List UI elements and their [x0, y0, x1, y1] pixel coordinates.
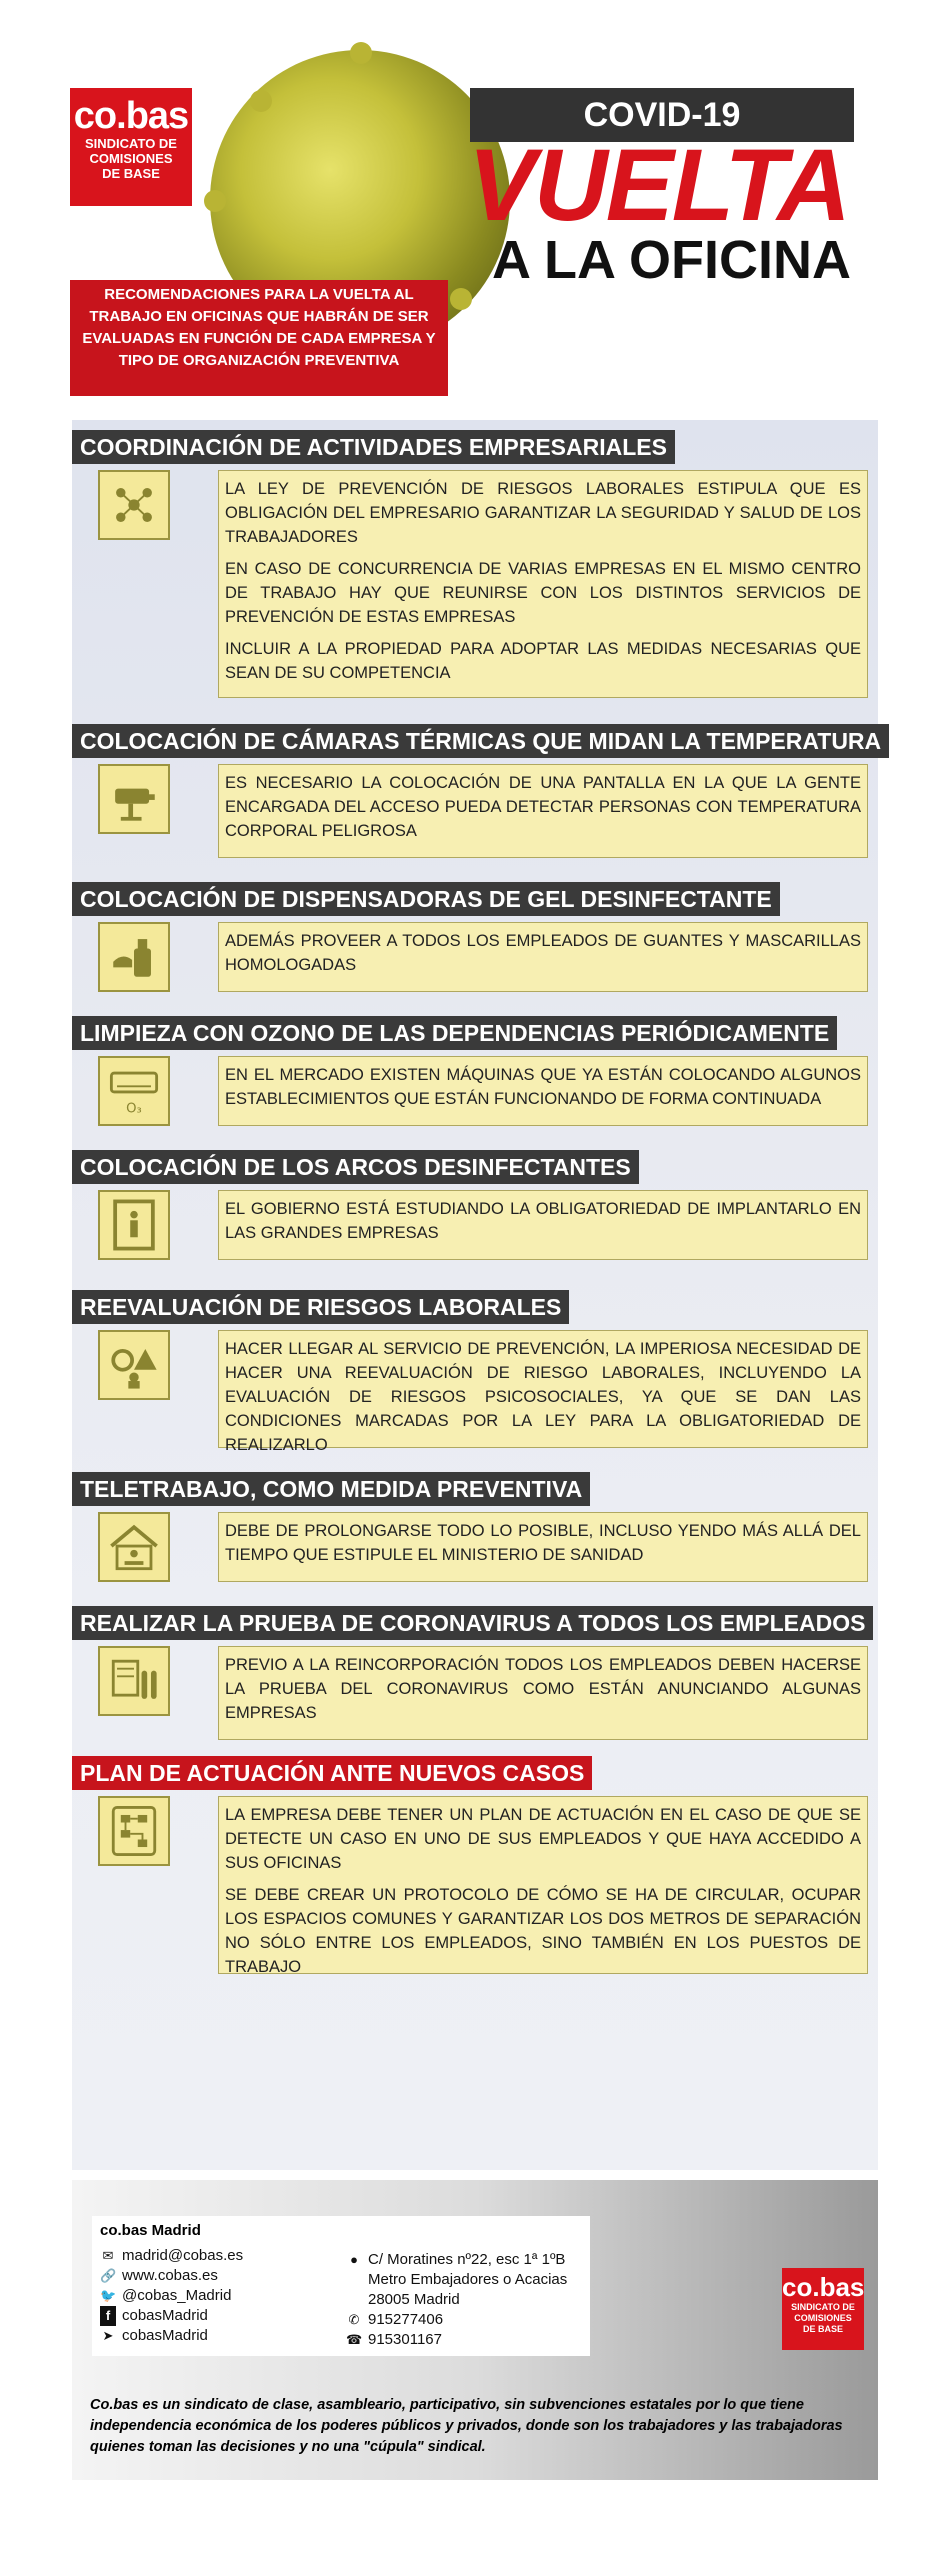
title-oficina: A LA OFICINA — [492, 230, 851, 290]
paragraph: EL GOBIERNO ESTÁ ESTUDIANDO LA OBLIGATORIEDAD DE IMPLANTARLO EN LAS GRANDES EMPRESAS — [225, 1200, 861, 1242]
paragraph: EN CASO DE CONCURRENCIA DE VARIAS EMPRESAS EN EL MISMO CENTRO DE TRABAJO HAY QUE REUNIRSE CON LOS DISTINTOS SERVICIOS DE PREVENCIÓN DE ESTAS EMPRESAS — [225, 560, 861, 626]
section-title-ozone-cleaning: LIMPIEZA CON OZONO DE LAS DEPENDENCIAS PERIÓDICAMENTE — [72, 1016, 837, 1050]
cobas-logo-footer — [782, 2268, 864, 2350]
address-line-3: 28005 Madrid — [368, 2291, 460, 2308]
logo-brand: co.bas — [73, 95, 189, 137]
web-link[interactable] — [100, 2266, 218, 2286]
logo-sub-1: SINDICATO DE — [85, 136, 177, 151]
section-text-disinfection-arches — [218, 1190, 868, 1260]
section-text-gel-dispensers — [218, 922, 868, 992]
disinfection-arch-icon — [98, 1190, 170, 1260]
covid-label: COVID-19 — [470, 88, 854, 142]
people-network-icon — [98, 470, 170, 540]
logo-sub-footer-3: DE BASE — [802, 2324, 843, 2334]
risk-worker-icon — [98, 1330, 170, 1400]
paragraph: DEBE DE PROLONGARSE TODO LO POSIBLE, INCLUSO YENDO MÁS ALLÁ DEL TIEMPO QUE ESTIPULE EL MINISTERIO DE SANIDAD — [225, 1522, 861, 1564]
section-title-disinfection-arches: COLOCACIÓN DE LOS ARCOS DESINFECTANTES — [72, 1150, 639, 1184]
cobas-logo — [70, 88, 192, 206]
section-text-covid-test — [218, 1646, 868, 1740]
logo-sub-footer-1: SINDICATO DE — [791, 2302, 855, 2312]
ozone-machine-icon — [98, 1056, 170, 1126]
phone-line — [346, 2310, 443, 2330]
paragraph: ES NECESARIO LA COLOCACIÓN DE UNA PANTALLA EN LA QUE LA GENTE ENCARGADA DEL ACCESO PUEDA DETECTAR PERSONAS CON TEMPERATURA CORPORAL PELIGROSA — [225, 774, 861, 840]
telegram-text: cobasMadrid — [122, 2327, 208, 2344]
paragraph: INCLUIR A LA PROPIEDAD PARA ADOPTAR LAS MEDIDAS NECESARIAS QUE SEAN DE SU COMPETENCIA — [225, 640, 861, 682]
footer-note: Co.bas es un sindicato de clase, asambleario, participativo, sin subvenciones estatales por lo que tiene independencia económica de los poderes públicos y privados, donde son los trabajadores y las trabajadoras quienes toman las decisiones y no una "cúpula" sindical. — [90, 2397, 843, 2455]
telegram-icon: ➤ — [102, 2328, 114, 2343]
logo-sub-footer-2: COMISIONES — [794, 2313, 852, 2323]
paragraph: PREVIO A LA REINCORPORACIÓN TODOS LOS EMPLEADOS DEBEN HACERSE LA PRUEBA DEL CORONAVIRUS COMO ESTÁN ANUNCIANDO ALGUNAS EMPRESAS — [225, 1656, 861, 1722]
facebook-text: cobasMadrid — [122, 2307, 208, 2324]
fax-line — [346, 2330, 442, 2350]
section-text-risk-reevaluation — [218, 1330, 868, 1454]
section-text-telework — [218, 1512, 868, 1582]
twitter-icon: 🐦 — [100, 2288, 117, 2303]
paragraph: EN EL MERCADO EXISTEN MÁQUINAS QUE YA ESTÁN COLOCANDO ALGUNOS ESTABLECIMIENTOS QUE ESTÁN FUNCIONANDO DE FORMA CONTINUADA — [225, 1066, 861, 1108]
address-text-1: C/ Moratines nº22, esc 1ª 1ºB — [368, 2251, 566, 2268]
email-link[interactable] — [100, 2246, 243, 2266]
address-line-1 — [346, 2250, 565, 2270]
twitter-link[interactable] — [100, 2286, 231, 2306]
paragraph: LA EMPRESA DEBE TENER UN PLAN DE ACTUACIÓN EN EL CASO DE QUE SE DETECTE UN CASO EN UNO DE SUS EMPLEADOS Y QUE HAYA ACCEDIDO A SUS OFICINAS — [225, 1806, 861, 1872]
section-title-action-plan: PLAN DE ACTUACIÓN ANTE NUEVOS CASOS — [72, 1756, 592, 1790]
home-office-icon — [98, 1512, 170, 1582]
camera-icon — [98, 764, 170, 834]
paragraph: SE DEBE CREAR UN PROTOCOLO DE CÓMO SE HA DE CIRCULAR, OCUPAR LOS ESPACIOS COMUNES Y GARANTIZAR LOS DOS METROS DE SEPARACIÓN NO SÓLO ENTRE LOS EMPLEADOS, SINO TAMBIÉN EN LOS PUESTOS DE TRABAJO — [225, 1886, 861, 1976]
fax-text: 915301167 — [368, 2331, 442, 2348]
recommendations-intro: RECOMENDACIONES PARA LA VUELTA AL TRABAJO EN OFICINAS QUE HABRÁN DE SER EVALUADAS EN FUNCIÓN DE CADA EMPRESA Y TIPO DE ORGANIZACIÓN PREVENTIVA — [70, 280, 448, 396]
title-vuelta: VUELTA — [468, 128, 849, 242]
section-title-covid-test: REALIZAR LA PRUEBA DE CORONAVIRUS A TODOS LOS EMPLEADOS — [72, 1606, 873, 1640]
section-text-thermal-cameras — [218, 764, 868, 858]
section-title-telework: TELETRABAJO, COMO MEDIDA PREVENTIVA — [72, 1472, 590, 1506]
paragraph: LA LEY DE PREVENCIÓN DE RIESGOS LABORALES ESTIPULA QUE ES OBLIGACIÓN DEL EMPRESARIO GARANTIZAR LA SEGURIDAD Y SALUD DE LOS TRABAJADORES — [225, 480, 861, 546]
logo-sub-2: COMISIONES — [89, 151, 173, 166]
test-tubes-icon — [98, 1646, 170, 1716]
paragraph: HACER LLEGAR AL SERVICIO DE PREVENCIÓN, LA IMPERIOSA NECESIDAD DE HACER UNA REEVALUACIÓN DE RIESGO LABORALES, INCLUYENDO LA EVALUACIÓN DE RIESGOS PSICOSOCIALES, YA QUE SE DAN LAS CONDICIONES MARCADAS POR LA LEY PARA LA OBLIGATORIEDAD DE REALIZARLO — [225, 1340, 861, 1454]
web-text: www.cobas.es — [122, 2267, 218, 2284]
facebook-link[interactable] — [100, 2306, 208, 2326]
section-title-coordination: COORDINACIÓN DE ACTIVIDADES EMPRESARIALES — [72, 430, 675, 464]
logo-sub-3: DE BASE — [102, 166, 160, 181]
email-text: madrid@cobas.es — [122, 2247, 244, 2264]
svg-text:O₃: O₃ — [126, 1101, 142, 1117]
paragraph: ADEMÁS PROVEER A TODOS LOS EMPLEADOS DE GUANTES Y MASCARILLAS HOMOLOGADAS — [225, 932, 861, 974]
location-pin-icon: ● — [350, 2252, 358, 2267]
phone-icon: ✆ — [348, 2312, 360, 2327]
link-icon: 🔗 — [100, 2268, 117, 2283]
section-title-thermal-cameras: COLOCACIÓN DE CÁMARAS TÉRMICAS QUE MIDAN LA TEMPERATURA — [72, 724, 889, 758]
phone-text: 915277406 — [368, 2311, 444, 2328]
section-title-gel-dispensers: COLOCACIÓN DE DISPENSADORAS DE GEL DESINFECTANTE — [72, 882, 780, 916]
action-plan-icon — [98, 1796, 170, 1866]
gel-dispenser-icon — [98, 922, 170, 992]
mail-icon: ✉ — [102, 2248, 114, 2263]
fax-icon: ☎ — [346, 2332, 363, 2347]
address-line-2: Metro Embajadores o Acacias — [368, 2271, 568, 2288]
section-text-coordination — [218, 470, 868, 698]
section-title-risk-reevaluation: REEVALUACIÓN DE RIESGOS LABORALES — [72, 1290, 569, 1324]
section-text-ozone-cleaning — [218, 1056, 868, 1126]
twitter-text: @cobas_Madrid — [122, 2287, 232, 2304]
section-text-action-plan — [218, 1796, 868, 1974]
facebook-icon: f — [100, 2306, 116, 2326]
footer-title: co.bas Madrid — [100, 2222, 201, 2239]
logo-brand-footer: co.bas — [782, 2272, 865, 2302]
telegram-link[interactable] — [100, 2326, 208, 2346]
